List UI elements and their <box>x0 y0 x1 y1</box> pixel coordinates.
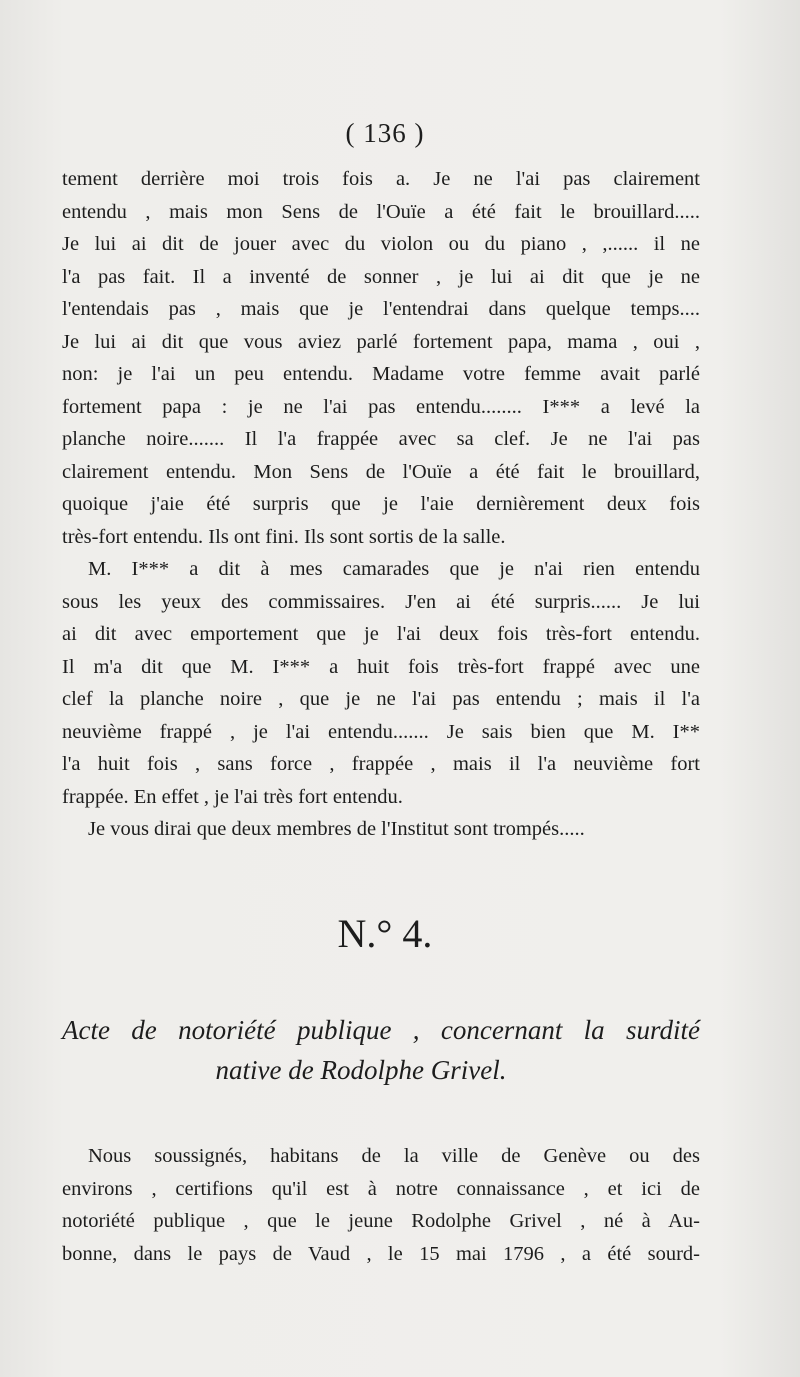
text-line: l'a huit fois , sans force , frappée , mais il l'a neuvième fort <box>62 753 700 775</box>
text-line: très-fort entendu. Ils ont fini. Ils sont sortis de la salle. <box>62 525 506 548</box>
text-line: non: je l'ai un peu entendu. Madame votre femme avait parlé <box>62 363 700 385</box>
text-line: l'entendais pas , mais que je l'entendrai dans quelque temps.... <box>62 298 700 320</box>
text-line: tement derrière moi trois fois a. Je ne l'ai pas clairement <box>62 168 700 190</box>
text-line: l'a pas fait. Il a inventé de sonner , je lui ai dit que je ne <box>62 265 700 288</box>
text-line: bonne, dans le pays de Vaud , le 15 mai 1796 , a été sourd- <box>62 1242 700 1265</box>
text-line: fortement papa : je ne l'ai pas entendu........ I*** a levé la <box>62 395 700 418</box>
text-line: ai dit avec emportement que je l'ai deux fois très-fort entendu. <box>62 623 700 645</box>
act-text <box>62 1140 700 1270</box>
section-heading: N.° 4. <box>337 911 433 956</box>
text-line: clef la planche noire , que je ne l'ai pas entendu ; mais il l'a <box>62 688 700 710</box>
text-line: Il m'a dit que M. I*** a huit fois très-fort frappé avec une <box>62 655 700 678</box>
act-title-line: Acte de notoriété publique , concernant la surdité <box>62 1015 700 1045</box>
act-title <box>62 1010 700 1090</box>
text-line: notoriété publique , que le jeune Rodolphe Grivel , né à Au- <box>62 1210 700 1232</box>
text-line: sous les yeux des commissaires. J'en ai été surpris...... Je lui <box>62 590 700 613</box>
text-line: quoique j'aie été surpris que je l'aie dernièrement deux fois <box>62 493 700 515</box>
text-line: environs , certifions qu'il est à notre connaissance , et ici de <box>62 1177 700 1200</box>
text-line: neuvième frappé , je l'ai entendu....... Je sais bien que M. I** <box>62 720 700 743</box>
text-line: clairement entendu. Mon Sens de l'Ouïe a été fait le brouillard, <box>62 460 700 483</box>
text-line: entendu , mais mon Sens de l'Ouïe a été fait le brouillard..... <box>62 200 700 223</box>
text-line: planche noire....... Il l'a frappée avec sa clef. Je ne l'ai pas <box>62 428 700 450</box>
page-number: ( 136 ) <box>345 118 425 148</box>
text-line: Je lui ai dit de jouer avec du violon ou du piano , ,...... il ne <box>62 233 700 255</box>
act-title-line: native de Rodolphe Grivel. <box>215 1055 507 1085</box>
text-line: M. I*** a dit à mes camarades que je n'ai rien entendu <box>88 558 700 580</box>
text-line: frappée. En effet , je l'ai très fort entendu. <box>62 785 403 808</box>
letter-text <box>62 163 700 846</box>
text-line: Je lui ai dit que vous aviez parlé fortement papa, mama , oui , <box>62 330 700 353</box>
text-line: Nous soussignés, habitans de la ville de Genève ou des <box>88 1145 700 1167</box>
text-line: Je vous dirai que deux membres de l'Institut sont trompés..... <box>88 818 585 840</box>
